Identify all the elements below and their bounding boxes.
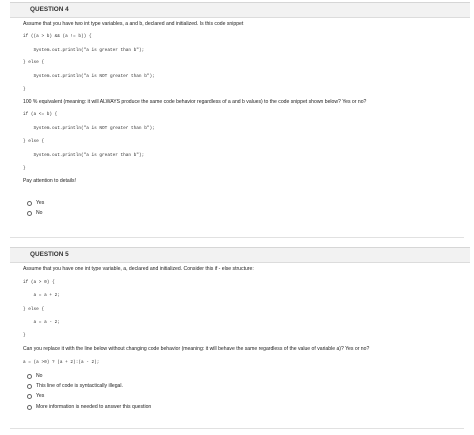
option-label: Yes [36, 393, 45, 399]
divider [10, 428, 464, 429]
question-4-question: 100 % equivalent (meaning: it will ALWAYS produce the same code behavior regardless of a and b values) to the code snippet shown below? Yes or no? [23, 99, 367, 105]
code-line: System.out.println("a is NOT greater than b"); [23, 74, 155, 79]
radio-button-icon[interactable] [27, 201, 32, 206]
code-line: a = a + 2; [23, 293, 60, 298]
code-line: System.out.println("a is greater than b"); [23, 48, 145, 53]
code-line: } else { [23, 307, 45, 312]
option-label: More information is needed to answer this question [36, 404, 152, 410]
question-5-header: QUESTION 5 [10, 248, 470, 263]
question-4-option-yes[interactable] [27, 199, 44, 207]
code-line: System.out.println("a is NOT greater than b"); [23, 126, 155, 131]
code-line: } [23, 87, 26, 92]
radio-button-icon[interactable] [27, 384, 32, 389]
code-line: } [23, 166, 26, 171]
divider [10, 237, 464, 238]
question-4-option-no[interactable] [27, 209, 43, 217]
question-5-prompt: Assume that you have one int type variable, a, declared and initialized. Consider this if - else structure: [23, 266, 254, 272]
option-label: This line of code is syntactically illegal. [36, 383, 123, 389]
code-line: a = (a >0) ? (a + 2):(a - 2); [23, 360, 100, 365]
radio-button-icon[interactable] [27, 374, 32, 379]
question-5-option-no[interactable] [27, 372, 43, 380]
option-label: No [36, 210, 43, 216]
code-line: } [23, 333, 26, 338]
question-4-note: Pay attention to details! [23, 178, 76, 184]
question-4-card [10, 2, 470, 18]
code-line: if ((a > b) && (a != b)) { [23, 34, 92, 39]
radio-button-icon[interactable] [27, 211, 32, 216]
code-line: a = a - 2; [23, 320, 60, 325]
question-5-option-syntax[interactable] [27, 382, 123, 390]
code-line: System.out.println("a is greater than b"); [23, 153, 145, 158]
question-5-card [10, 247, 470, 263]
question-5-option-yes[interactable] [27, 392, 44, 400]
code-line: if (a > 0) { [23, 280, 55, 285]
code-line: } else { [23, 60, 45, 65]
option-label: Yes [36, 200, 45, 206]
question-4-header: QUESTION 4 [10, 3, 470, 18]
code-line: if (a <= b) { [23, 112, 58, 117]
question-4-prompt: Assume that you have two int type variables, a and b, declared and initialized. Is this code snippet [23, 21, 244, 27]
code-line: } else { [23, 139, 45, 144]
option-label: No [36, 373, 43, 379]
question-5-option-more-info[interactable] [27, 403, 151, 411]
radio-button-icon[interactable] [27, 405, 32, 410]
question-5-question: Can you replace it with the line below without changing code behavior (meaning: it will behave the same regardless of the value of variable a)? Yes or no? [23, 346, 370, 352]
radio-button-icon[interactable] [27, 394, 32, 399]
